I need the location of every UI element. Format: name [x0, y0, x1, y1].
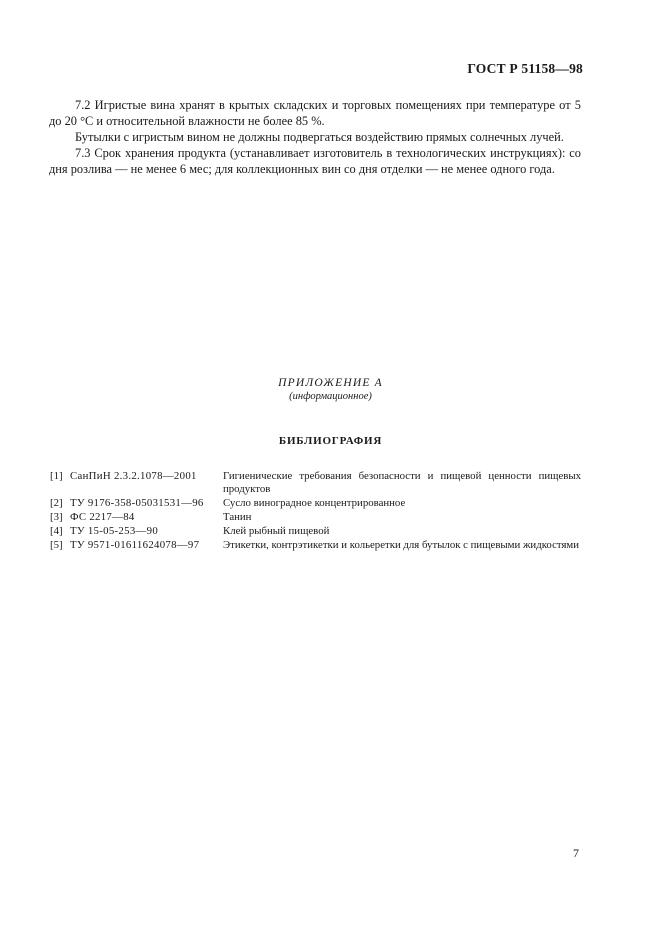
- entry-code: ТУ 9176-358-05031531—96: [70, 496, 204, 509]
- entry-number: [2]: [50, 496, 63, 509]
- bibliography-entry: [50, 511, 581, 524]
- entry-description: Танин: [223, 510, 252, 523]
- entry-number: [5]: [50, 538, 63, 551]
- storage-section: [49, 97, 581, 177]
- entry-description: Клей рыбный пищевой: [223, 524, 330, 537]
- entry-number: [4]: [50, 524, 63, 537]
- bibliography-heading: БИБЛИОГРАФИЯ: [278, 435, 383, 447]
- appendix-title: ПРИЛОЖЕНИЕ А: [278, 377, 383, 389]
- page-number: 7: [573, 846, 579, 860]
- document-header-id: ГОСТ Р 51158—98: [467, 61, 583, 76]
- entry-code: ТУ 9571-01611624078—97: [70, 538, 200, 551]
- entry-number: [3]: [50, 510, 63, 523]
- appendix-subtitle: (информационное): [289, 391, 372, 402]
- entry-description: Гигиенические требования безопасности и пищевой ценности пищевых продуктов: [223, 470, 581, 495]
- bibliography-list: [50, 470, 581, 553]
- entry-number: [1]: [50, 470, 63, 482]
- bibliography-entry: [50, 497, 581, 510]
- entry-code: СанПиН 2.3.2.1078—2001: [70, 470, 197, 482]
- paragraph-7-2: 7.2 Игристые вина хранят в крытых складских и торговых помещениях при температуре от 5 до 20 °С и относительной влажности не более 85 %.: [49, 98, 581, 128]
- bibliography-entry: [50, 470, 581, 495]
- entry-code: ТУ 15-05-253—90: [70, 524, 159, 537]
- bibliography-entry: [50, 525, 581, 538]
- entry-description: Сусло виноградное концентрированное: [223, 496, 406, 509]
- paragraph-7-3: 7.3 Срок хранения продукта (устанавливает изготовитель в технологических инструкциях): со дня розлива — не менее 6 мес; для коллекционных вин со дня отделки — не менее одного года.: [49, 146, 581, 176]
- bibliography-entry: [50, 539, 581, 552]
- entry-code: ФС 2217—84: [70, 510, 135, 523]
- entry-description: Этикетки, контрэтикетки и кольеретки для бутылок с пищевыми жидкостями: [223, 538, 580, 551]
- paragraph-7-2-sunlight: Бутылки с игристым вином не должны подвергаться воздействию прямых солнечных лучей.: [75, 130, 564, 144]
- appendix-heading: [0, 376, 661, 403]
